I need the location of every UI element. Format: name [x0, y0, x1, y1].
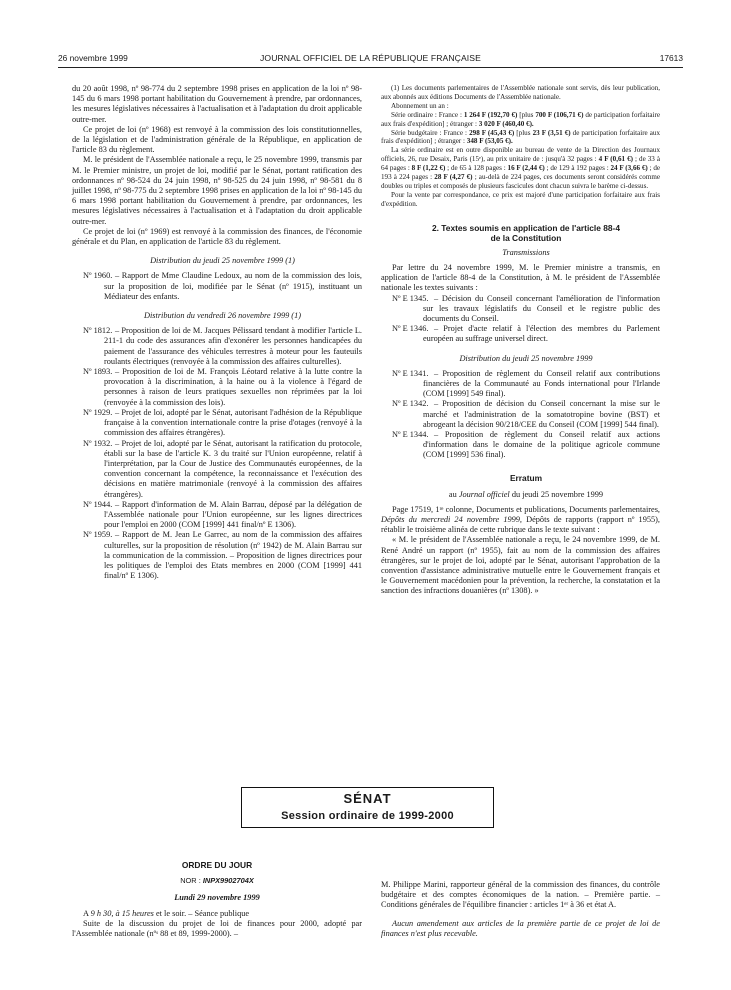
document-item [381, 369, 660, 400]
paragraph: du 20 août 1998, nº 98-774 du 2 septembre 1998 prises en application de la loi nº 98-145 du 6 mars 1998 portant habilitation du Gouvernement à prendre, par ordonnances, les mesures législatives nécessaires à l'actualisation et à l'adaptation du droit applicable outre-mer. [72, 84, 362, 124]
page-header [58, 53, 683, 67]
document-item [72, 367, 362, 408]
paragraph: Ce projet de loi (nº 1969) est renvoyé à la commission des finances, de l'économie générale et du Plan, en application de l'article 83 du règlement. [72, 226, 362, 247]
document-number: Nº E 1345. [392, 293, 429, 303]
document-text: – Proposition de décision du Conseil concernant la mise sur le marché et l'administration de la somatotropine bovine (BST) et abrogeant la décision 90/218/CEE du Conseil (COM [1999] 544 final). [423, 399, 660, 429]
document-item [72, 408, 362, 439]
ordre-title: ORDRE DU JOUR [181, 860, 253, 870]
senat-session: Session ordinaire de 1999-2000 [281, 810, 454, 822]
document-item [381, 399, 660, 430]
header-date: 26 novembre 1999 [58, 53, 128, 63]
erratum-title: Erratum [509, 472, 543, 483]
subsection-title: Transmissions [502, 247, 550, 257]
section-title: de la Constitution [490, 232, 562, 243]
document-item [381, 430, 660, 461]
document-number: Nº E 1344. [392, 429, 429, 439]
document-text: – Décision du Conseil concernant l'amélioration de l'information sur les travaux législatifs du Conseil et le registre public des documents du Conseil. [423, 293, 660, 323]
header-journal-title: JOURNAL OFFICIEL DE LA RÉPUBLIQUE FRANÇAISE [260, 53, 481, 63]
document-list [72, 326, 362, 581]
footnote-text: La série ordinaire est en outre disponible au bureau de vente de la Direction des Journaux officiels, 26, rue Desaix, Paris (15ᵉ), au prix unitaire de : jusqu'à 32 pages : 4 F (0,61 €) ; de 33 à 64 pages : 8 F (1,22 €) ; de 65 à 128 pages : 16 F (2,44 €) ; de 129 à 192 pages : 24 F (3,66 €) ; de 193 à 224 pages : 28 F (4,27 €) ; au-delà de 224 pages, ces documents seront considérés comme doubles ou triples et composés de plusieurs fascicules dont chacun suivra le barème ci-dessus. [381, 146, 661, 190]
footnote-text: Pour la vente par correspondance, ce prix est majoré d'une participation forfaitaire aux frais d'expédition. [381, 190, 660, 208]
document-number: Nº 1959. [83, 530, 113, 540]
paragraph: M. Philippe Marini, rapporteur général de la commission des finances, du contrôle budgétaire et des comptes économiques de la nation. – Première partie. – Conditions générales de l'équilibre financier : articles 1ᵉʳ à 36 et état A. [381, 880, 660, 910]
document-item [72, 500, 362, 531]
document-item [381, 324, 660, 344]
document-text: – Proposition de règlement du Conseil relatif aux contributions financières de la Communauté au Fonds international pour l'Irlande (COM [1999] 549 final). [423, 368, 660, 399]
document-number: Nº 1812. [83, 326, 113, 336]
document-number: Nº E 1342. [392, 399, 429, 409]
paragraph: M. le président de l'Assemblée nationale a reçu, le 25 novembre 1999, transmis par M. le Premier ministre, un projet de loi, modifié par le Sénat, portant ratification des ordonnances nº 98-524 du 24 juin 1998, nº 98-525 du 24 juin 1998, nº 98-581 du 8 juillet 1998, nº 98-775 du 2 septembre 1998 prises en application de la loi nº 98-145 du 6 mars 1998 portant habilitation du Gouvernement à prendre, par ordonnances, les mesures législatives nécessaires à l'actualisation et à l'adaptation du droit applicable outre-mer. [72, 155, 362, 226]
footnote-text: (1) Les documents parlementaires de l'Assemblée nationale sont servis, dès leur publication, aux abonnés aux éditions Documents de l'Assemblée nationale. [381, 84, 660, 101]
document-text: – Projet d'acte relatif à l'élection des membres du Parlement européen au suffrage universel direct. [423, 324, 660, 344]
paragraph: A 9 h 30, à 15 heures et le soir. – Séance publique [83, 908, 250, 918]
document-list [381, 369, 660, 461]
senat-banner [241, 787, 494, 828]
document-item [72, 326, 362, 367]
footnote-block [381, 84, 660, 209]
distribution-heading: Distribution du vendredi 26 novembre 1999 (1) [143, 311, 301, 321]
document-number: Nº 1929. [83, 407, 113, 417]
paragraph: Ce projet de loi (nº 1968) est renvoyé à la commission des lois constitutionnelles, de la législation et de l'administration générale de la République, en application de l'article 83 du règlement. [72, 124, 362, 155]
right-column [381, 84, 660, 597]
paragraph: Page 17519, 1ʳᵉ colonne, Documents et publications, Documents parlementaires, Dépôts du mercredi 24 novembre 1999, Dépôts de rapports (rapport nº 1955), rétablir le troisième alinéa de cette rubrique dans le texte suivant : [381, 504, 660, 535]
document-text: – Rapport d'information de M. Alain Barrau, déposé par la délégation de l'Assemblée nationale pour l'Union européenne, sur les lignes directrices pour l'emploi en 2000 (COM [1999] 441 final/nº E 1306). [104, 499, 362, 530]
document-item [381, 294, 660, 325]
ordre-du-jour-continued [381, 880, 660, 939]
footnote-text: Abonnement un an : [391, 101, 449, 110]
document-number: Nº 1944. [83, 499, 113, 509]
document-text: – Proposition de règlement du Conseil relatif aux actions d'information dans le domaine de la politique agricole commune (COM [1999] 536 final). [423, 429, 660, 460]
section-title: 2. Textes soumis en application de l'article 88-4 [431, 222, 620, 233]
left-column [72, 84, 362, 581]
document-item [72, 271, 362, 302]
document-number: Nº E 1341. [392, 368, 429, 378]
document-list [381, 294, 660, 345]
footnote-text: Série ordinaire : France : 1 264 F (192,70 €) [plus 700 F (106,71 €) de participation forfaitaire aux frais d'expédition] ; étranger : 3 020 F (460,40 €). [381, 110, 660, 128]
session-day: Lundi 29 novembre 1999 [174, 893, 260, 903]
distribution-heading: Distribution du jeudi 25 novembre 1999 (1) [150, 256, 295, 266]
document-text: – Rapport de Mme Claudine Ledoux, au nom de la commission des lois, sur la proposition de loi, modifiée par le Sénat (nº 1915), instituant un Médiateur des enfants. [104, 271, 362, 301]
paragraph: Suite de la discussion du projet de loi de finances pour 2000, adopté par l'Assemblée nationale (nºˢ 88 et 89, 1999-2000). – [72, 918, 362, 939]
erratum-subtitle: au Journal officiel du jeudi 25 novembre 1999 [448, 489, 604, 499]
document-item [72, 439, 362, 500]
distribution-heading: Distribution du jeudi 25 novembre 1999 [459, 353, 593, 363]
document-number: Nº 1932. [83, 438, 113, 448]
footnote-text: Série budgétaire : France : 298 F (45,43 €) [plus 23 F (3,51 €) de participation forfaitaire aux frais d'expédition] ; étranger : 348 F (53,05 €). [381, 128, 661, 146]
document-text: – Proposition de loi de M. François Léotard relative à la lutte contre la provocation à la discrimination, à la haine ou à la violence à l'égard de personnes à raison de leurs pratiques sexuelles non réprimées par la loi (renvoyée à la commission des lois). [104, 367, 362, 407]
document-list [72, 271, 362, 302]
document-text: – Projet de loi, adopté par le Sénat, autorisant la ratification du protocole, établi sur la base de l'article K. 3 du traité sur l'Union européenne, relatif à l'interprétation, par la Cour de Justice des Communautés européennes, de la convention concernant la compétence, la reconnaissance et l'exécution des décisions en matière matrimoniale (renvoyé à la commission des affaires étrangères). [104, 438, 362, 499]
nor-reference: NOR : INPX9902704X [180, 876, 254, 886]
document-text: – Proposition de loi de M. Jacques Pélissard tendant à modifier l'article L. 211-1 du code des assurances afin d'exonérer les personnes handicapées du paiement de l'assurance des véhicules terrestres à moteur pour les fauteuils roulants électriques (renvoyée à la commission des affaires culturelles). [104, 326, 362, 366]
paragraph: « M. le président de l'Assemblée nationale a reçu, le 24 novembre 1999, de M. René André un rapport (nº 1955), fait au nom de la commission des affaires étrangères, sur le projet de loi, adopté par le Sénat, autorisant l'approbation de la convention d'assistance administrative mutuelle entre le Gouvernement français et le Gouvernement macédonien pour la prévention, la recherche, la constatation et la sanction des infractions douanières (nº 1308). » [381, 535, 660, 596]
paragraph: Par lettre du 24 novembre 1999, M. le Premier ministre a transmis, en application de l'article 88-4 de la Constitution, à M. le président de l'Assemblée nationale les textes suivants : [381, 262, 660, 293]
document-item [72, 530, 362, 581]
ordre-du-jour [72, 860, 362, 939]
header-rule [58, 67, 683, 68]
paragraph: Aucun amendement aux articles de la première partie de ce projet de loi de finances n'est plus recevable. [381, 918, 660, 938]
document-number: Nº 1960. [83, 271, 113, 281]
header-page-number: 17613 [659, 53, 683, 63]
document-text: – Projet de loi, adopté par le Sénat, autorisant l'adhésion de la République française à la convention internationale contre la prise d'otages (renvoyé à la commission des affaires étrangères). [104, 407, 362, 438]
senat-title: SÉNAT [343, 791, 392, 806]
document-number: Nº 1893. [83, 367, 113, 377]
document-number: Nº E 1346. [392, 324, 429, 334]
document-text: – Rapport de M. Jean Le Garrec, au nom de la commission des affaires culturelles, sur la proposition de résolution (nº 1942) de M. Alain Barrau sur la communication de la commission. – Proposition de lignes directrices pour les politiques de l'emploi des Etats membres en 2000 (COM [1999] 441 final/nº E 1306). [104, 530, 362, 581]
